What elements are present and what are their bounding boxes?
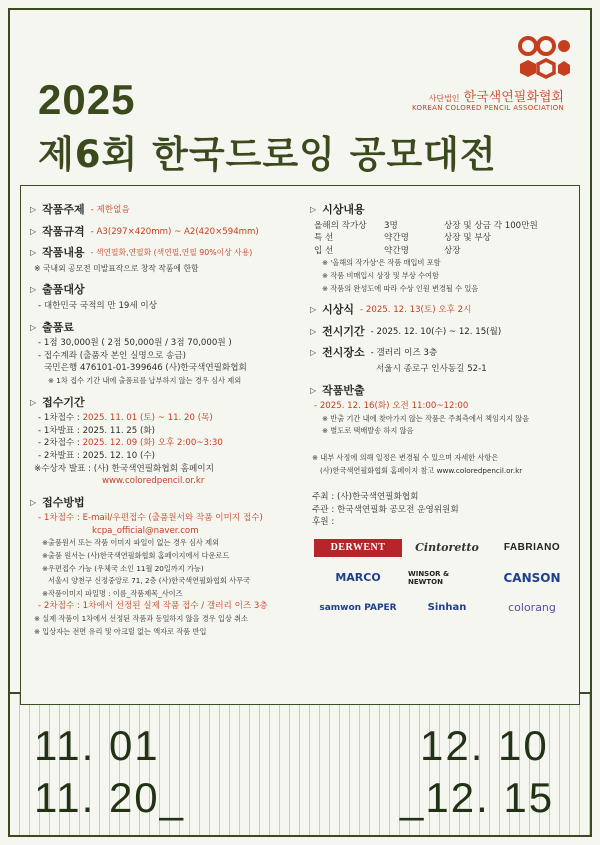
marco-logo: MARCO xyxy=(335,570,381,584)
period-label: - 1차접수 : xyxy=(38,413,83,424)
section-method: ▷ 접수방법 - 1차접수 : E-mail/우편접수 (출품원서와 작품 이미지 접수) kcpa_official@naver.com ※출품원서 또는 작품 이미지 파일이 없는 경우 심사 제외 ※출품 원서는 (사)한국색연필화협회 홈페이지에서 다운로드 ※우편접수 가능 (우체국 소인 11월 20일까지 가능) 서울시 양천구 신정중앙로 71, 2층 (사)한국색연필화협회 사무국 ※작품이미지 파일명 : 이름_작품제목_사이즈 - 2차접수 : 1차에서 선정된 실제 작품 접수 / 갤러리 이즈 3층 ※ 실제 작품이 1차에서 선정된 작품과 동일하지 않을 경우 입상 취소 ※ 입상자는 전면 유리 및 아크릴 없는 액자로 작품 반입 xyxy=(30,497,300,639)
organizer-line: 주관 : 한국색연필화 공모전 운영위원회 xyxy=(312,504,459,515)
award-count: 3명 xyxy=(384,220,398,231)
section-fee: ▷ 출품료 - 1점 30,000원 ( 2점 50,000원 / 3점 70,000원 ) - 접수계좌 (출품자 본인 실명으로 송금) 국민은행 476101-01-399646 (사)한국색연필화협회 ※ 1차 접수 기간 내에 출품료를 납부하지 않는 경우 심사 제외 xyxy=(30,322,300,388)
section-heading: 작품내용 xyxy=(42,246,85,260)
award-note: ※ 작품의 완성도에 따라 수상 인원 변경될 수 있음 xyxy=(322,283,479,293)
org-name-en: KOREAN COLORED PENCIL ASSOCIATION xyxy=(411,104,564,112)
content-value: - 색연필화,연필화 (색연필,연필 90%이상 사용) xyxy=(90,248,253,258)
section-eligibility: ▷ 출품대상 - 대한민국 국적의 만 19세 이상 xyxy=(30,284,300,312)
org-name xyxy=(429,86,564,105)
end-date-top: 12. 10 xyxy=(420,722,549,769)
end-date-bottom: _12. 15 xyxy=(400,774,555,821)
venue-address: 서울시 종로구 인사동길 52-1 xyxy=(376,363,487,374)
method-note: ※출품 원서는 (사)한국색연필화협회 홈페이지에서 다운로드 xyxy=(42,551,230,561)
section-heading: 출품대상 xyxy=(42,283,85,297)
fee-line: - 1점 30,000원 ( 2점 50,000원 / 3점 70,000원 ) xyxy=(38,338,232,349)
fabriano-logo: FABRIANO xyxy=(503,541,561,553)
return-note: ※ 별도로 택배발송 하지 않음 xyxy=(322,426,414,436)
samwon-paper-logo: samwon PAPER xyxy=(319,602,397,613)
size-value: - A3(297×420mm) ~ A2(420×594mm) xyxy=(90,226,259,237)
method-note: ※출품원서 또는 작품 이미지 파일이 없는 경우 심사 제외 xyxy=(42,538,220,548)
award-note: ※ 작품 비매입시 상장 및 부상 수여함 xyxy=(322,270,439,280)
method-line: - 1차접수 : E-mail/우편접수 (출품원서와 작품 이미지 접수) xyxy=(38,513,263,524)
method-note: ※ 실제 작품이 1차에서 선정된 작품과 동일하지 않을 경우 입상 취소 xyxy=(34,614,248,624)
notice-line: ※ 내부 사정에 의해 일정은 변경될 수 있으며 자세한 사항은 xyxy=(312,452,499,462)
sinhan-logo: Sinhan xyxy=(427,601,467,613)
award-row xyxy=(310,232,578,245)
section-venue: ▷ 전시장소 - 갤러리 이즈 3층 서울시 종로구 인사동길 52-1 xyxy=(310,347,578,375)
section-awards: ▷ 시상내용 올해의 작가상 3명 상장 및 상금 각 100만원 특 선 약간명 상장 및 부상 입 선 약간명 상장 ※ '올해의 작가상'은 작품 매입비 포함 ※ 작품 비매입시 상장 및 부상 수여함 ※ 작품의 완성도에 따라 수상 인원 변경될 수 있음 xyxy=(310,204,578,295)
section-heading: 작품규격 xyxy=(42,224,85,238)
email-link[interactable]: kcpa_official@naver.com xyxy=(92,525,199,536)
section-heading: 작품주제 xyxy=(42,203,85,216)
award-count: 약간명 xyxy=(384,233,409,244)
cintoretto-logo: Cintoretto xyxy=(415,540,479,554)
page-title-year: 2025 xyxy=(38,76,136,123)
method-note: 서울시 양천구 신정중앙로 71, 2층 (사)한국색연필화협회 사무국 xyxy=(48,576,250,586)
period-label: - 2차접수 : xyxy=(38,438,83,449)
award-name: 입 선 xyxy=(314,245,334,256)
section-credits xyxy=(310,491,578,617)
section-ceremony: ▷ 시상식 - 2025. 12. 13(토) 오후 2시 xyxy=(310,303,472,317)
period-value: 2025. 11. 01 (토) ~ 11. 20 (목) xyxy=(82,413,213,424)
winsor-newton-logo: WINSOR & NEWTON xyxy=(408,569,450,586)
right-column xyxy=(310,204,578,626)
exhibit-value: - 2025. 12. 10(수) ~ 12. 15(월) xyxy=(370,326,502,337)
award-count: 약간명 xyxy=(384,245,409,256)
section-notice xyxy=(310,452,578,477)
award-row xyxy=(310,245,578,258)
section-heading: 접수기간 xyxy=(42,395,85,409)
section-content: ▷ 작품내용 - 색연필화,연필화 (색연필,연필 90%이상 사용) ※ 국내외 공모전 미발표작으로 창작 작품에 한함 xyxy=(30,247,300,275)
colorang-logo: colorang xyxy=(508,600,556,614)
theme-value: - 제한없음 xyxy=(90,205,130,215)
method-line: - 2차접수 : 1차에서 선정된 실제 작품 접수 / 갤러리 이즈 3층 xyxy=(38,601,268,612)
page-title: 제6회 한국드로잉 공모대전 xyxy=(38,133,497,176)
derwent-logo: DERWENT xyxy=(314,539,402,557)
award-prize: 상장 및 부상 xyxy=(444,233,491,244)
org-name-text: 한국색연필화협회 xyxy=(463,90,564,105)
return-value: - 2025. 12. 16(화) 오전 11:00~12:00 xyxy=(314,401,469,412)
host-line: 주최 : (사)한국색연필화협회 xyxy=(312,492,419,503)
association-logo-icon xyxy=(518,36,570,80)
section-theme: ▷ 작품주제 - 제한없음 xyxy=(30,203,130,216)
award-row xyxy=(310,220,578,233)
award-name: 올해의 작가상 xyxy=(314,220,367,231)
award-name: 특 선 xyxy=(314,233,334,244)
fee-note: ※ 1차 접수 기간 내에 출품료를 납부하지 않는 경우 심사 제외 xyxy=(48,375,242,385)
section-heading: 출품료 xyxy=(42,320,75,334)
left-column xyxy=(30,204,300,647)
section-exhibit: ▷ 전시기간 - 2025. 12. 10(수) ~ 12. 15(월) xyxy=(310,324,502,338)
award-note: ※ '올해의 작가상'은 작품 매입비 포함 xyxy=(322,258,441,268)
section-heading: 작품반출 xyxy=(322,383,365,397)
award-prize: 상장 xyxy=(444,245,461,256)
period-value: 2025. 12. 09 (화) 오후 2:00~3:30 xyxy=(82,438,223,449)
content-note: ※ 국내외 공모전 미발표작으로 창작 작품에 한함 xyxy=(34,263,199,273)
winner-notice: ※수상자 발표 : (사) 한국색연필화협회 홈페이지 xyxy=(34,463,214,474)
section-heading: 전시장소 xyxy=(322,346,365,360)
start-date-top: 11. 01 xyxy=(34,722,160,769)
canson-logo: CANSON xyxy=(503,570,561,585)
period-line: - 2차발표 : 2025. 12. 10 (수) xyxy=(38,450,155,461)
section-heading: 전시기간 xyxy=(322,324,365,338)
return-note: ※ 반출 기간 내에 찾아가지 않는 작품은 주최측에서 책임지지 않음 xyxy=(322,413,530,423)
fee-line: - 접수계좌 (출품자 본인 실명으로 송금) xyxy=(38,350,186,361)
venue-value: - 갤러리 이즈 3층 xyxy=(370,348,438,359)
sponsor-label: 후원 : xyxy=(312,517,335,528)
section-size: ▷ 작품규격 - A3(297×420mm) ~ A2(420×594mm) xyxy=(30,224,259,238)
method-note: ※작품이미지 파일명 : 이름_작품제목_사이즈 xyxy=(42,588,183,598)
section-heading: 시상식 xyxy=(322,303,355,317)
sponsor-logos xyxy=(310,539,578,617)
website-link[interactable]: www.coloredpencil.or.kr xyxy=(102,476,205,487)
notice-line: (사)한국색연필화협회 홈페이지 참고 www.coloredpencil.or.kr xyxy=(320,465,523,475)
section-heading: 시상내용 xyxy=(322,203,365,216)
ceremony-value: - 2025. 12. 13(토) 오후 2시 xyxy=(360,305,472,316)
bank-account: 국민은행 476101-01-399646 (사)한국색연필화협회 xyxy=(44,363,247,374)
start-date-bottom: 11. 20_ xyxy=(34,774,186,821)
section-period: ▷ 접수기간 - 1차접수 : 2025. 11. 01 (토) ~ 11. 20 (목) - 1차발표 : 2025. 11. 25 (화) - 2차접수 : 2025. 12. 09 (화) 오후 2:00~3:30 - 2차발표 : 2025. 12. 10 (수) ※수상자 발표 : (사) 한국색연필화협회 홈페이지 www.coloredpencil.or.kr xyxy=(30,397,300,488)
eligibility-value: - 대한민국 국적의 만 19세 이상 xyxy=(38,300,158,311)
org-prefix: 사단법인 xyxy=(428,94,460,103)
section-return: ▷ 작품반출 - 2025. 12. 16(화) 오전 11:00~12:00 ※ 반출 기간 내에 찾아가지 않는 작품은 주최측에서 책임지지 않음 ※ 별도로 택배발송 하지 않음 xyxy=(310,385,578,438)
award-prize: 상장 및 상금 각 100만원 xyxy=(444,220,538,231)
method-note: ※우편접수 가능 (우체국 소인 11월 20일까지 가능) xyxy=(42,563,204,573)
section-heading: 접수방법 xyxy=(42,495,85,509)
period-line: - 1차발표 : 2025. 11. 25 (화) xyxy=(38,425,155,436)
method-note: ※ 입상자는 전면 유리 및 아크릴 없는 액자로 작품 반입 xyxy=(34,626,207,636)
